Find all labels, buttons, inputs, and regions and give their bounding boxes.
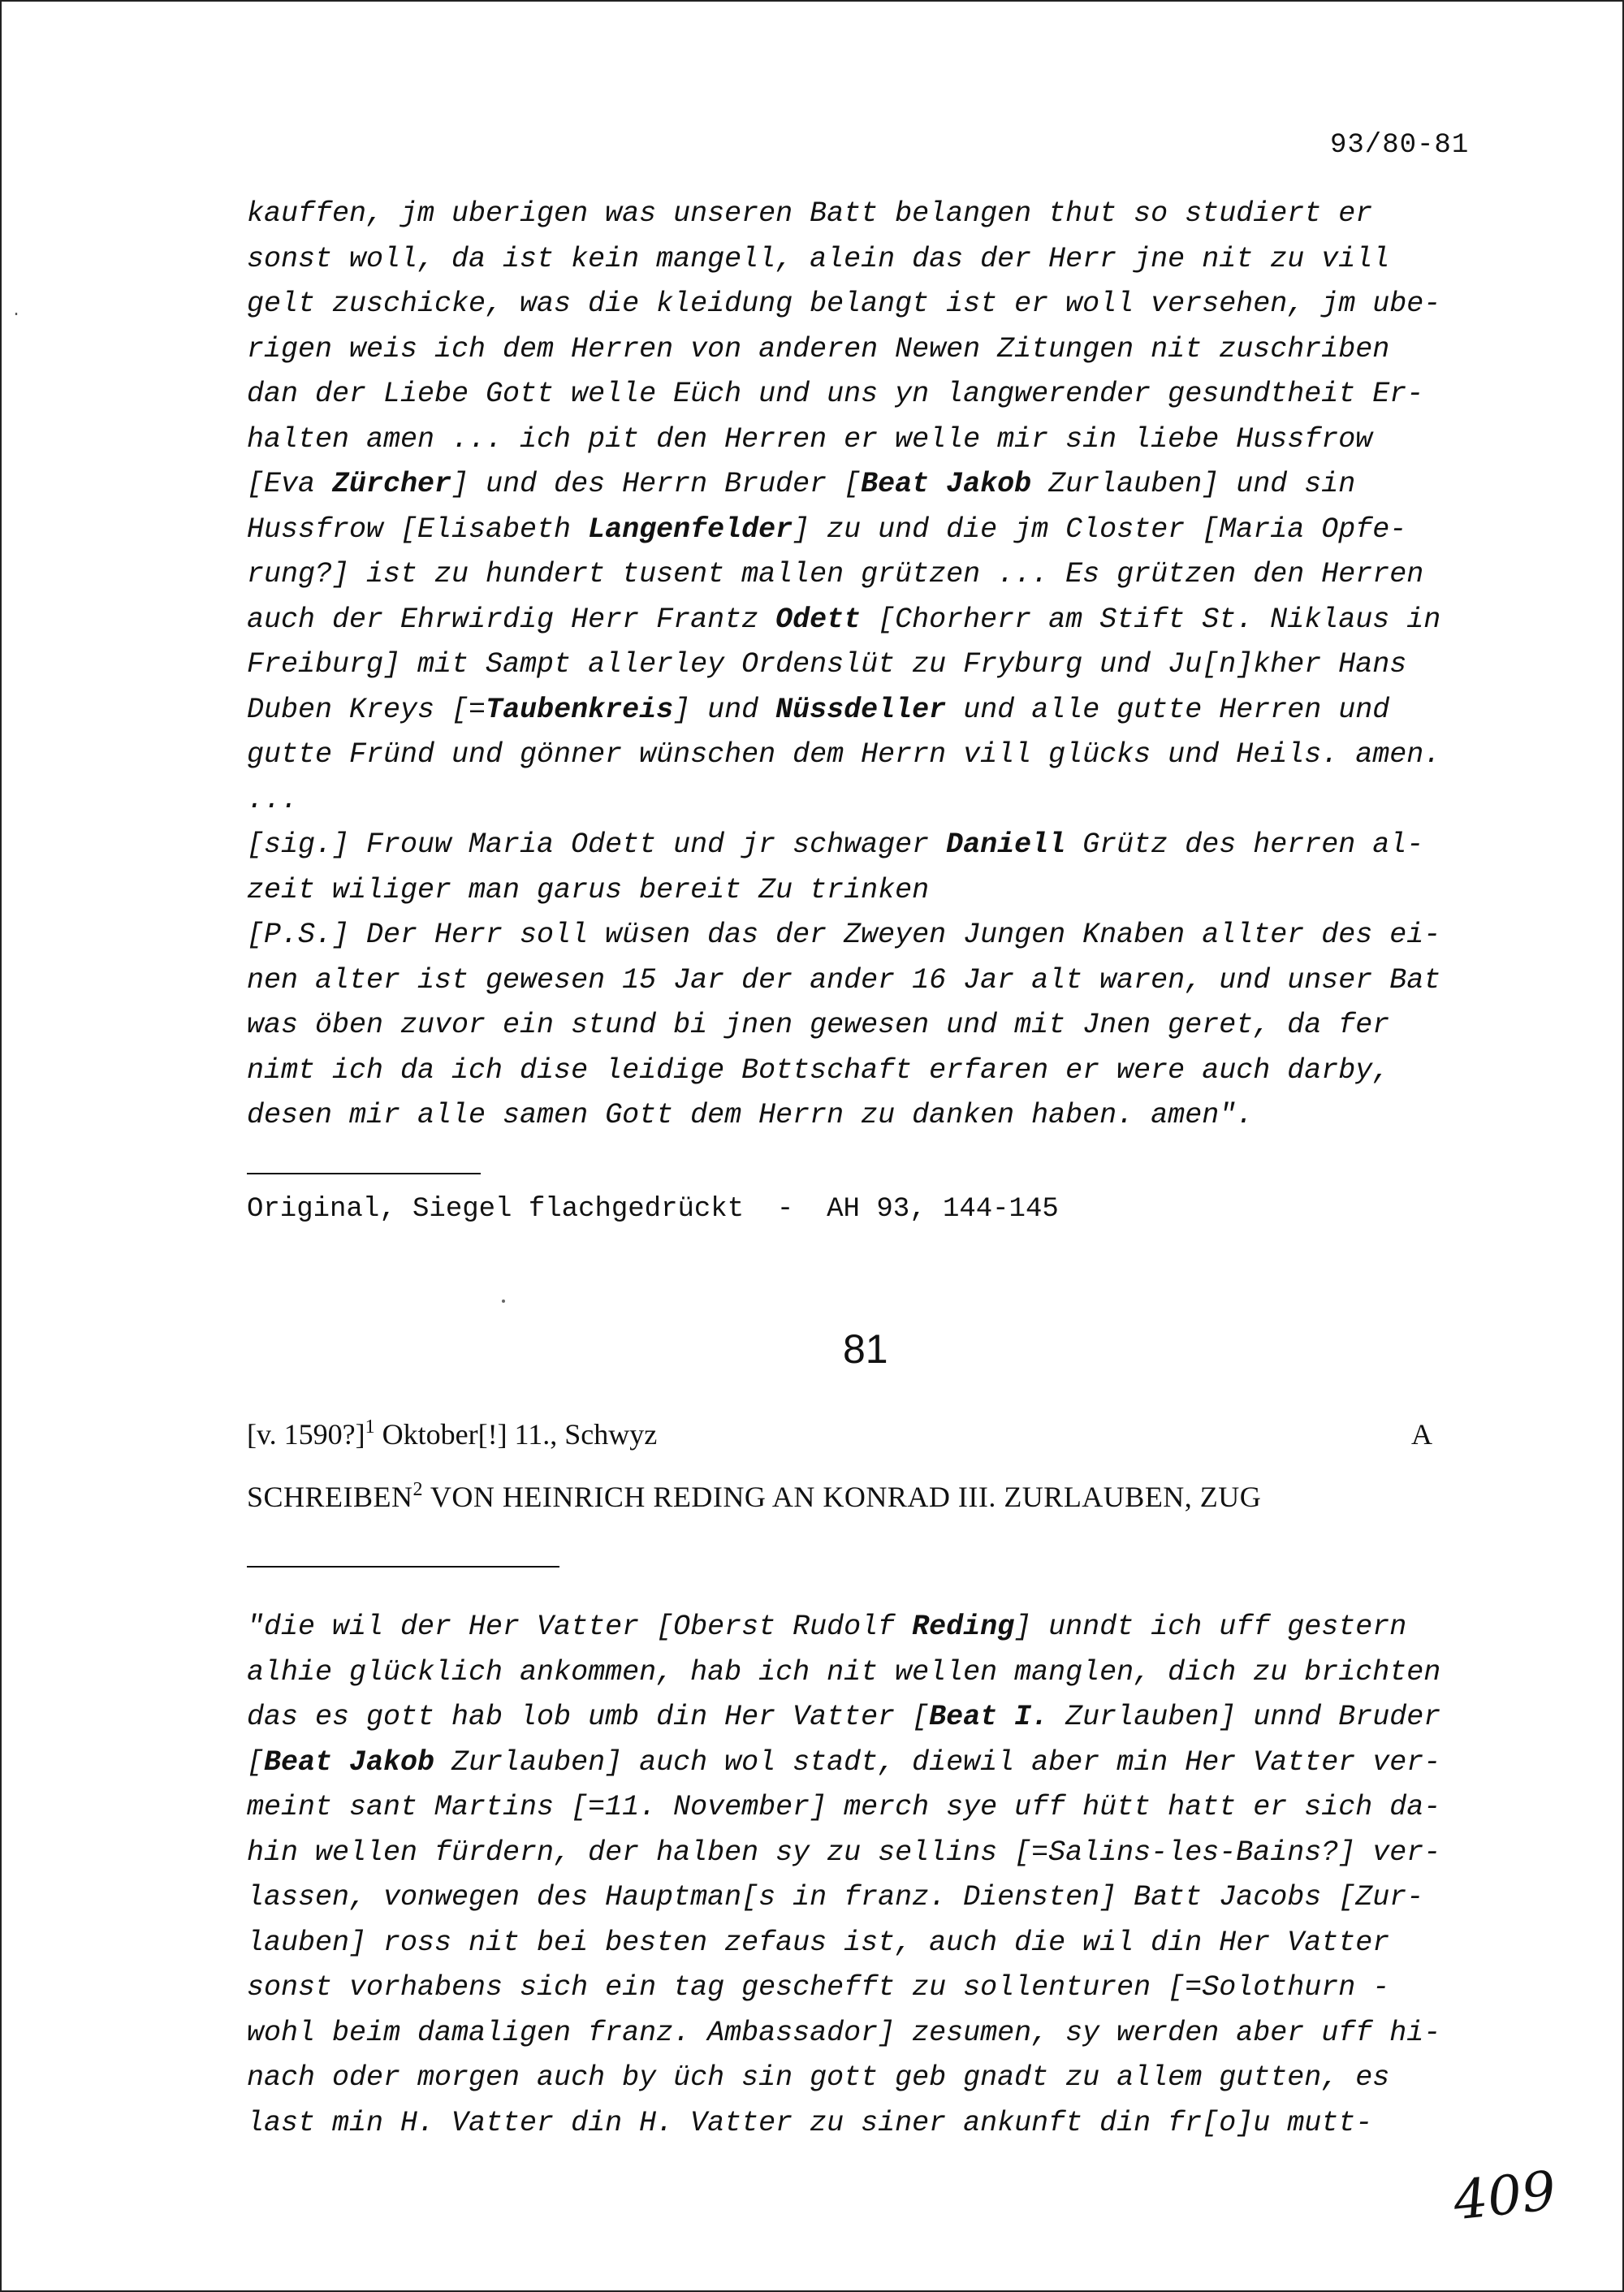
letter-80-line (247, 237, 1514, 283)
text-run: halten amen ... ich pit den Herren er welle mir sin liebe Hussfrow (247, 422, 1373, 456)
emphasized-name: Beat Jakob (861, 468, 1032, 500)
letter-81-line (247, 1921, 1514, 1966)
text-run: gelt zuschicke, was die kleidung belangt ist er woll versehen, jm ube- (247, 288, 1441, 320)
letter-80-line (247, 552, 1514, 598)
emphasized-name: Taubenkreis (486, 693, 674, 726)
letter-81-line (247, 1741, 1514, 1786)
text-run: nen alter ist gewesen 15 Jar der ander 16 Jar alt waren, und unser Bat (247, 963, 1441, 997)
text-run: und alle gutte Herren und (946, 693, 1390, 726)
text-run: [Chorherr am Stift St. Niklaus in (861, 603, 1441, 636)
text-run: ] zu und die jm Closter [Maria Opfe- (793, 512, 1407, 546)
letter-80-line (247, 1049, 1514, 1094)
letter-81-body (247, 1605, 1514, 2146)
text-run: lauben] ross nit bei besten zefaus ist, auch die wil din Her Vatter (247, 1926, 1390, 1959)
text-run: auch der Ehrwirdig Herr Frantz (247, 603, 776, 636)
text-run: Freiburg] mit Sampt allerley Ordenslüt zu Fryburg und Ju[n]kher Hans (247, 648, 1407, 681)
letter-80-line (247, 598, 1514, 643)
footnote-ref-1: 1 (365, 1416, 375, 1438)
letter-80-line (247, 733, 1514, 778)
letter-80-line (247, 508, 1514, 553)
letter-81-line (247, 2011, 1514, 2056)
footnote-ref-2: 2 (412, 1479, 424, 1500)
letter-80-line (247, 192, 1514, 237)
emphasized-name: Daniell (946, 828, 1066, 861)
text-run: last min H. Vatter din H. Vatter zu siner ankunft din fr[o]u mutt- (247, 2106, 1373, 2139)
title-rule (247, 1566, 559, 1568)
text-run: sonst vorhabens sich ein tag geschefft zu sollenturen [=Solothurn - (247, 1971, 1390, 2004)
text-run: [sig.] Frouw Maria Odett und jr schwager (247, 828, 947, 861)
text-run: rigen weis ich dem Herren von anderen Newen Zitungen nit zuschriben (247, 332, 1390, 365)
letter-80-line (247, 417, 1514, 463)
letter-80-line (247, 868, 1514, 914)
title-part-a: SCHREIBEN (247, 1481, 413, 1513)
letter-81-line (247, 1695, 1514, 1741)
text-run: Duben Kreys [= (247, 693, 486, 726)
letter-80-line (247, 1003, 1514, 1049)
text-run: hin wellen fürdern, der halben sy zu sellins [=Salins-les-Bains?] ver- (247, 1836, 1441, 1869)
letter-80-line (247, 958, 1514, 1004)
document-type-letter: A (1411, 1418, 1432, 1451)
date-rest: Oktober[!] 11., Schwyz (374, 1418, 658, 1451)
text-run: Hussfrow [Elisabeth (247, 512, 589, 546)
document-number: 81 (843, 1326, 888, 1372)
emphasized-name: Nüssdeller (775, 693, 947, 726)
letter-81-line (247, 1875, 1514, 1921)
letter-80-line (247, 462, 1514, 508)
text-run: Zurlauben] und sin (1031, 468, 1356, 500)
text-run: gutte Fründ und gönner wünschen dem Herrn vill glücks und Heils. amen. (247, 738, 1441, 771)
letter-81-line (247, 1785, 1514, 1831)
emphasized-name: Odett (775, 603, 862, 636)
footnote-rule (247, 1173, 481, 1174)
letter-81-line (247, 2101, 1514, 2147)
emphasized-name: Beat Jakob (264, 1745, 435, 1779)
text-run: ... (247, 783, 299, 816)
emphasized-name: Zürcher (332, 468, 452, 500)
document-title (247, 1480, 1261, 1514)
letter-81-line (247, 1605, 1514, 1650)
text-run: ] und des Herrn Bruder [ (451, 468, 862, 500)
text-run: Grütz des herren al- (1065, 828, 1424, 861)
text-run: meint sant Martins [=11. November] merch sye uff hütt hatt er sich da- (247, 1791, 1441, 1823)
text-run: desen mir alle samen Gott dem Herrn zu danken haben. amen". (247, 1099, 1254, 1131)
emphasized-name: Langenfelder (588, 512, 793, 546)
text-run: ] und (673, 693, 776, 726)
text-run: wohl beim damaligen franz. Ambassador] zesumen, sy werden aber uff hi- (247, 2016, 1441, 2049)
document-reference: 93/80-81 (1330, 130, 1470, 161)
source-note: Original, Siegel flachgedrückt - AH 93, 144-145 (247, 1194, 1059, 1225)
text-run: alhie glücklich ankommen, hab ich nit wellen manglen, dich zu brichten (247, 1655, 1441, 1689)
letter-80-line (247, 778, 1514, 824)
letter-81-line (247, 1965, 1514, 2011)
letter-80-line (247, 688, 1514, 733)
text-run: nach oder morgen auch by üch sin gott geb gnadt zu allem gutten, es (247, 2061, 1390, 2094)
text-run: zeit wiliger man garus bereit Zu trinken (247, 873, 930, 906)
letter-81-line (247, 1831, 1514, 1876)
handwritten-page-number: 409 (1450, 2159, 1559, 2233)
text-run: kauffen, jm uberigen was unseren Batt belangen thut so studiert er (247, 197, 1373, 230)
text-run: [ (247, 1745, 265, 1779)
letter-81-line (247, 2056, 1514, 2101)
margin-mark: · (11, 305, 22, 324)
text-run: das es gott hab lob umb din Her Vatter [ (247, 1701, 930, 1733)
speck (502, 1300, 505, 1303)
letter-80-body (247, 192, 1514, 1139)
text-run: sonst woll, da ist kein mangell, alein das der Herr jne nit zu vill (247, 242, 1390, 275)
emphasized-name: Beat I. (929, 1701, 1049, 1733)
emphasized-name: Reding (912, 1611, 1015, 1643)
letter-80-line (247, 327, 1514, 373)
title-part-b: VON HEINRICH REDING AN KONRAD III. ZURLAUBEN, ZUG (423, 1481, 1262, 1513)
text-run: nimt ich da ich dise leidige Bottschaft erfaren er were auch darby, (247, 1053, 1390, 1087)
letter-80-line (247, 282, 1514, 327)
text-run: lassen, vonwegen des Hauptman[s in franz. Diensten] Batt Jacobs [Zur- (247, 1881, 1424, 1914)
letter-80-line (247, 642, 1514, 688)
date-place: [v. 1590?] (247, 1418, 365, 1451)
letter-80-line (247, 823, 1514, 868)
text-run: rung?] ist zu hundert tusent mallen grützen ... Es grützen den Herren (247, 558, 1424, 590)
letter-81-line (247, 1650, 1514, 1696)
text-run: dan der Liebe Gott welle Eüch und uns yn langwerender gesundtheit Er- (247, 378, 1424, 410)
text-run: [Eva (247, 468, 333, 500)
text-run: [P.S.] Der Herr soll wüsen das der Zweyen Jungen Knaben allter des ei- (247, 919, 1441, 951)
letter-80-line (247, 913, 1514, 958)
letter-80-line (247, 372, 1514, 417)
text-run: "die wil der Her Vatter [Oberst Rudolf (247, 1611, 913, 1643)
date-line (247, 1417, 1432, 1451)
text-run: was öben zuvor ein stund bi jnen gewesen und mit Jnen geret, da fer (247, 1009, 1390, 1041)
letter-80-line (247, 1093, 1514, 1139)
text-run: ] unndt ich uff gestern (1014, 1611, 1407, 1643)
text-run: Zurlauben] auch wol stadt, diewil aber min Her Vatter ver- (434, 1745, 1441, 1779)
text-run: Zurlauben] unnd Bruder (1048, 1701, 1441, 1733)
